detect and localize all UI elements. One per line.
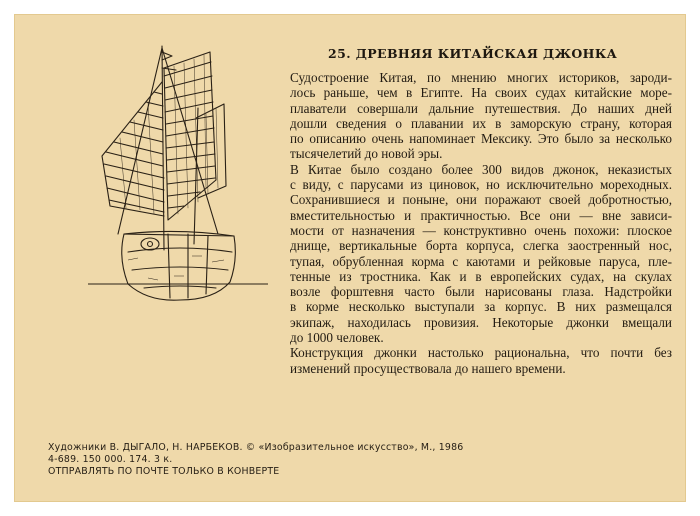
text-line: тысячелетий до новой эры. bbox=[290, 146, 443, 162]
text-line: Сохранившиеся и поныне, они поражают своей добротностью, bbox=[290, 192, 672, 208]
text-line: возле форштевня часто были нарисованы глаза. Надстройки bbox=[290, 284, 672, 300]
chinese-junk-illustration bbox=[88, 38, 268, 328]
text-line: по описанию очень напоминает Мексику. Это было за несколько bbox=[290, 131, 672, 147]
paragraph-3 bbox=[274, 345, 672, 376]
text-line: до 1000 человек. bbox=[290, 330, 384, 346]
text-line: тупая, обрубленная корма с каютами и рейковые паруса, пле- bbox=[290, 253, 672, 269]
paragraph-2 bbox=[274, 162, 672, 346]
text-line: плаватели совершали дальние путешествия. До наших дней bbox=[290, 100, 672, 116]
text-line: мости от назначения — конструктивно очень похожи: плоское bbox=[290, 222, 672, 238]
text-line: Конструкция джонки настолько рациональна, что почти без bbox=[290, 345, 672, 361]
text-line: Судостроение Китая, по мнению многих историков, зароди- bbox=[290, 70, 672, 85]
text-line: в корме несколько выступали за корпус. В них размещался bbox=[290, 299, 672, 315]
text-line: экипаж, находилась провизия. Некоторые джонки вмещали bbox=[290, 314, 672, 330]
page-title: 25. ДРЕВНЯЯ КИТАЙСКАЯ ДЖОНКА bbox=[328, 46, 618, 61]
text-line: вместительностью и практичностью. Все они — вне зависи- bbox=[290, 207, 672, 223]
text-line: дошли сведения о плавании их в заморскую страну, которая bbox=[290, 115, 672, 131]
text-line: с виду, с парусами из циновок, но исключительно мореходных. bbox=[290, 177, 672, 193]
mailing-note: ОТПРАВЛЯТЬ ПО ПОЧТЕ ТОЛЬКО В КОНВЕРТЕ bbox=[48, 466, 280, 477]
description-text bbox=[274, 70, 672, 376]
text-line: изменений просуществовала до нашего времени. bbox=[290, 360, 566, 376]
paragraph-1 bbox=[274, 70, 672, 162]
text-line: днище, вертикальные борта корпуса, слегка заостренный нос, bbox=[290, 238, 672, 254]
print-info: 4-689. 150 000. 174. 3 к. bbox=[48, 454, 173, 465]
text-line: лось раньше, чем в Египте. На своих судах китайские море- bbox=[290, 85, 672, 101]
artists-credit: Художники В. ДЫГАЛО, Н. НАРБЕКОВ. © «Изобразительное искусство», М., 1986 bbox=[48, 442, 464, 453]
text-line: В Китае было создано более 300 видов джонок, неказистых bbox=[290, 161, 672, 177]
imprint bbox=[48, 442, 463, 478]
text-line: тенные из тростника. Как и в европейских судах, на скулах bbox=[290, 268, 672, 284]
